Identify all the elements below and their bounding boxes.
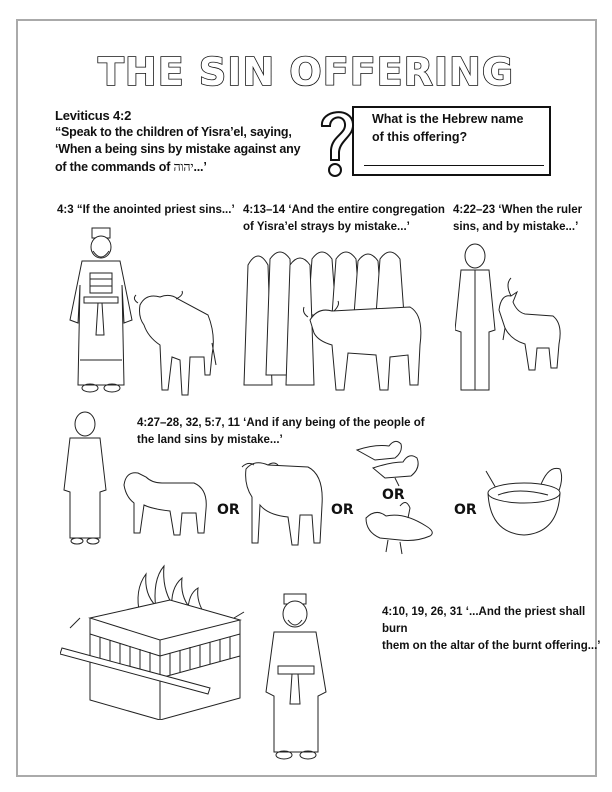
high-priest-figure	[70, 228, 132, 392]
carrying-pole	[60, 648, 210, 694]
question-text: What is the Hebrew name of this offering?	[372, 112, 524, 144]
caption-common-person: 4:27–28, 32, 5:7, 11 ‘And if any being of the people of the land sins by mistake...’	[137, 417, 425, 446]
caption-ruler: 4:22–23 ‘When the ruler sins, and by mistake...’	[453, 204, 583, 233]
or-label: OR	[217, 502, 240, 518]
ruler-goat-illustration	[455, 240, 565, 400]
priest-at-altar-figure	[262, 592, 332, 762]
goat-figure	[499, 278, 560, 370]
verse-line: of the commands of יהוה...’	[55, 159, 207, 174]
caption-anointed-priest: 4:3 “If the anointed priest sins...’	[57, 204, 235, 216]
verse-line: “Speak to the children of Yisra’el, saying,	[55, 125, 292, 139]
flour-basket-illustration	[478, 465, 568, 540]
ruler-figure	[455, 244, 495, 390]
verse-line: ‘When a being sins by mistake against any	[55, 142, 301, 156]
bull-figure	[134, 291, 216, 395]
or-label: OR	[331, 502, 354, 518]
goat-illustration	[118, 455, 213, 540]
intro-verse	[55, 107, 325, 176]
doves-top-illustration	[355, 438, 430, 488]
or-label: OR	[382, 487, 405, 503]
or-label: OR	[454, 502, 477, 518]
caption-congregation: 4:13–14 ‘And the entire congregation of Yisra’el strays by mistake...’	[243, 204, 445, 233]
answer-blank-line[interactable]	[364, 165, 544, 166]
commoner-figure	[60, 410, 110, 550]
verse-reference: Leviticus 4:2	[55, 108, 132, 123]
congregation-bull-illustration	[240, 245, 440, 395]
lamb-illustration	[238, 455, 328, 550]
caption-altar: 4:10, 19, 26, 31 ‘...And the priest shall burn them on the altar of the burnt offering...’	[382, 606, 601, 652]
high-priest-bull-illustration	[60, 225, 220, 400]
bull-figure	[304, 301, 421, 390]
hebrew-name: יהוה	[173, 159, 194, 174]
page-title: THE SIN OFFERING	[97, 50, 515, 94]
doves-bottom-illustration	[360, 500, 440, 560]
altar-illustration	[60, 560, 260, 720]
